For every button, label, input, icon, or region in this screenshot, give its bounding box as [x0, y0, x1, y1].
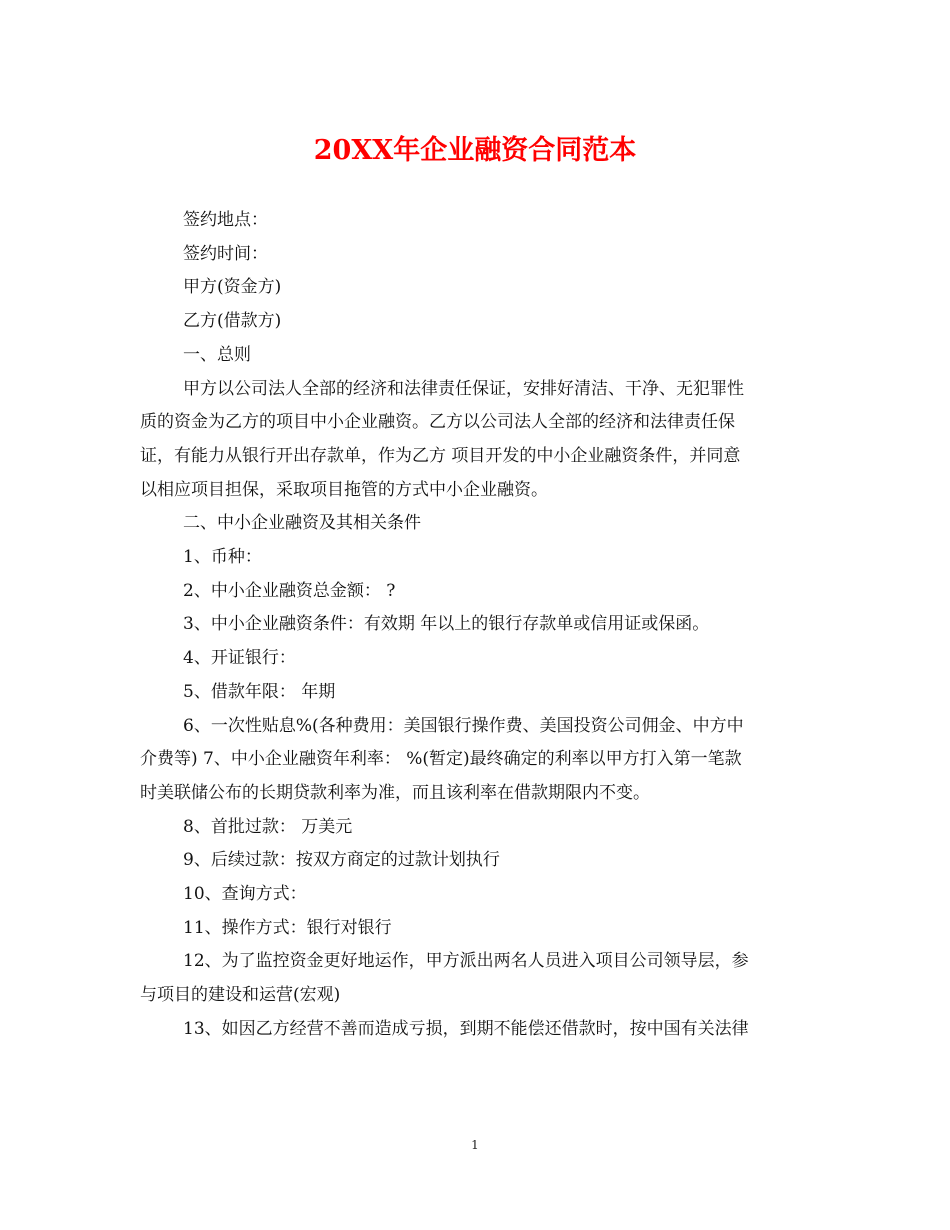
condition-item: 8、首批过款： 万美元 — [183, 816, 353, 837]
party-b-line: 乙方(借款方) — [183, 311, 282, 332]
condition-item-continuation: 时美联储公布的长期贷款利率为准，而且该利率在借款期限内不变。 — [140, 782, 650, 803]
condition-item: 3、中小企业融资条件：有效期 年以上的银行存款单或信用证或保函。 — [183, 614, 710, 635]
condition-item: 4、开证银行： — [183, 648, 296, 669]
party-a-line: 甲方(资金方) — [183, 277, 282, 298]
condition-item: 9、后续过款：按双方商定的过款计划执行 — [183, 850, 500, 871]
condition-item: 10、查询方式： — [183, 884, 307, 905]
general-paragraph-line: 质的资金为乙方的项目中小企业融资。乙方以公司法人全部的经济和法律责任保 — [140, 412, 735, 433]
signing-time-line: 签约时间： — [183, 243, 268, 264]
section-heading-general: 一、总则 — [183, 344, 251, 365]
general-paragraph-line: 甲方以公司法人全部的经济和法律责任保证，安排好清洁、干净、无犯罪性 — [183, 378, 744, 399]
signing-place-line: 签约地点： — [183, 210, 268, 230]
section-heading-conditions: 二、中小企业融资及其相关条件 — [183, 513, 421, 534]
general-paragraph-line: 证，有能力从银行开出存款单，作为乙方 项目开发的中小企业融资条件，并同意 — [140, 445, 741, 466]
condition-item: 5、借款年限： 年期 — [183, 681, 336, 702]
condition-item: 6、一次性贴息%(各种费用：美国银行操作费、美国投资公司佣金、中方中 — [183, 715, 744, 736]
document-title: 20XX年企业融资合同范本 — [313, 135, 637, 166]
condition-item: 2、中小企业融资总金额： ? — [183, 580, 396, 601]
condition-item-continuation: 与项目的建设和运营(宏观) — [140, 985, 341, 1006]
condition-item: 13、如因乙方经营不善而造成亏损，到期不能偿还借款时，按中国有关法律 — [183, 1018, 749, 1039]
page-number: 1 — [471, 1138, 479, 1152]
condition-item: 1、币种： — [183, 547, 262, 568]
document-body — [140, 204, 815, 1047]
condition-item-continuation: 介费等) 7、中小企业融资年利率： %(暂定)最终确定的利率以甲方打入第一笔款 — [140, 749, 742, 770]
general-paragraph-line: 以相应项目担保，采取项目拖管的方式中小企业融资。 — [140, 479, 548, 500]
condition-item: 11、操作方式：银行对银行 — [183, 917, 392, 938]
condition-item: 12、为了监控资金更好地运作，甲方派出两名人员进入项目公司领导层，参 — [183, 951, 749, 972]
